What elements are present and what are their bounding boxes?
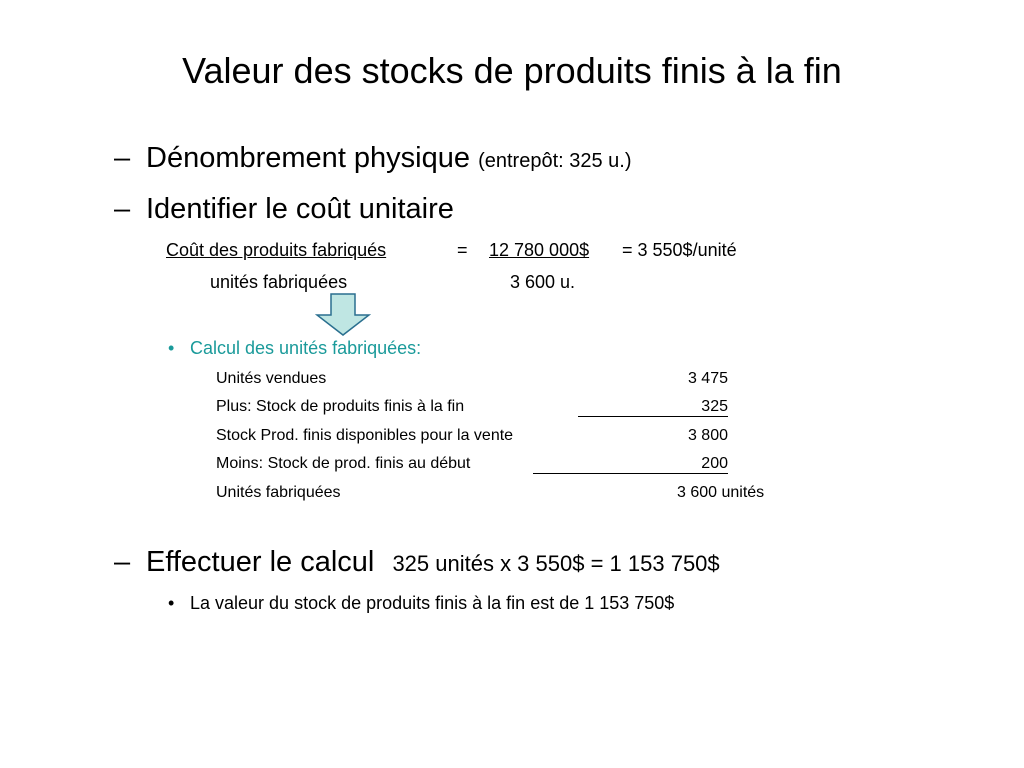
calc-row-value: 325 [701,398,728,415]
item-compute [114,546,720,579]
formula-numerator-value: 12 780 000$ [489,240,590,260]
conclusion-bullet [168,593,674,614]
item-physical-count-note: (entrepôt: 325 u.) [478,150,632,172]
calc-row-value: 200 [701,455,728,472]
dash-marker: – [114,142,131,174]
slide-title: Valeur des stocks de produits finis à la fin [182,50,842,91]
calc-row-value: 3 800 [687,427,728,444]
calc-row-value: 3 475 [687,370,728,387]
calc-row-label: Unités fabriquées [216,484,341,501]
calc-row-label: Unités vendues [216,370,327,387]
item-physical-count [114,142,632,175]
calc-row-label: Moins: Stock de prod. finis au début [216,455,471,472]
sub-bullet-calc-units [168,338,421,359]
formula-denominator-value: 3 600 u. [510,272,576,292]
underline-rule [578,416,728,417]
calc-row-label: Stock Prod. finis disponibles pour la vente [216,427,514,444]
formula-equals: = [457,240,468,260]
item-compute-label: Effectuer le calcul [146,546,375,578]
formula-denominator-label: unités fabriquées [210,272,348,292]
bullet-marker: • [168,338,175,358]
down-arrow-icon [315,293,371,337]
calc-row-label: Plus: Stock de produits finis à la fin [216,398,465,415]
conclusion-text: La valeur du stock de produits finis à la fin est de 1 153 750$ [190,593,675,613]
sub-bullet-calc-units-label: Calcul des unités fabriquées: [190,338,422,358]
item-compute-formula: 325 unités x 3 550$ = 1 153 750$ [392,551,720,576]
calc-row-value: 3 600 unités [677,484,765,501]
item-unit-cost [114,193,454,226]
item-physical-count-label: Dénombrement physique [146,142,471,174]
dash-marker: – [114,546,131,578]
dash-marker: – [114,193,131,225]
underline-rule [533,473,728,474]
formula-numerator-label: Coût des produits fabriqués [166,240,387,260]
formula-result: = 3 550$/unité [622,240,737,260]
bullet-marker: • [168,593,175,613]
item-unit-cost-label: Identifier le coût unitaire [146,193,454,225]
